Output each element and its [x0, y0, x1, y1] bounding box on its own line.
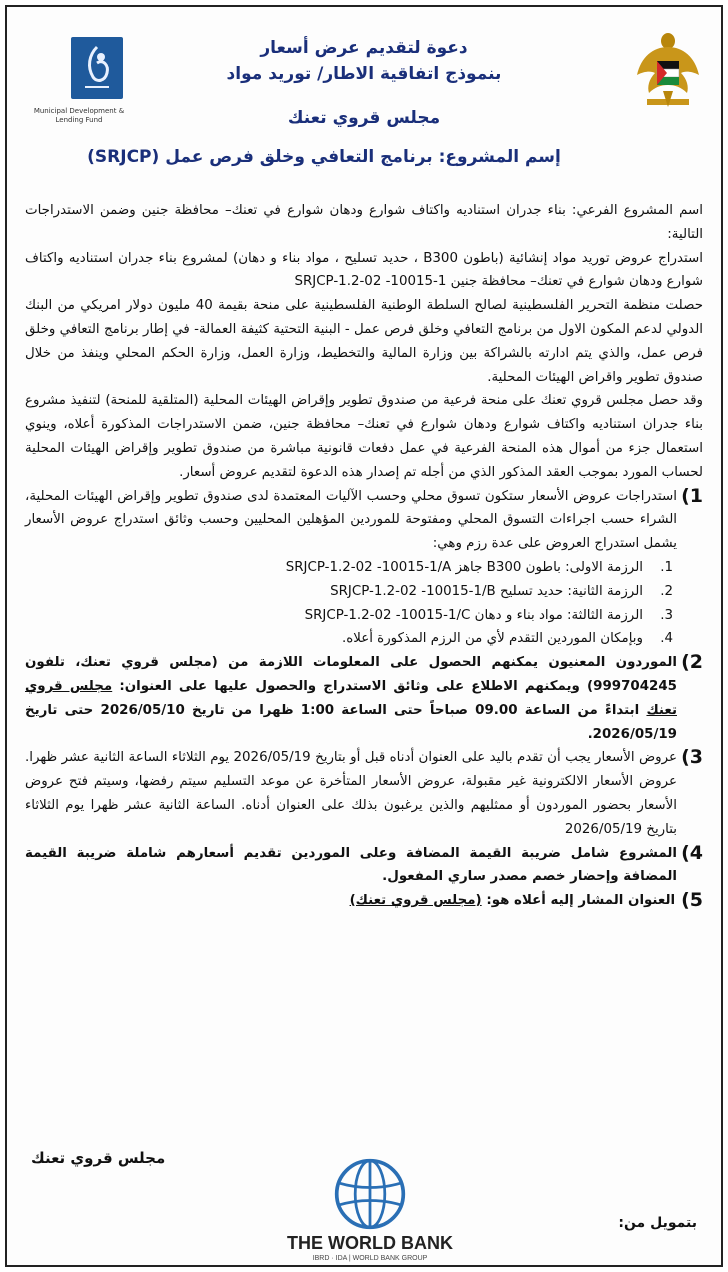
funded-by-label: بتمويل من: — [618, 1215, 697, 1231]
clause-2 — [25, 651, 703, 746]
subgrant-paragraph: وقد حصل مجلس قروي تعنك على منحة فرعية من صندوق تطوير وإقراض الهيئات المحلية (المتلقية للمنحة) لتنفيذ مشروع بناء جدران استناديه واكتاف شوارع ودهان شوارع في تعنك– محافظة جنين، ضمن الاستدراجات المذكورة أعلاه، وينوي استعمال جزء من أموال هذه المنحة الفرعية في عمل دفعات قانونية مباشرة من صندوق تطوير وإقراض الهيئات المحلية لحساب المورد بموجب العقد المذكور الذي من أجله تم إصدار هذه الدعوة لتقديم عروض أسعار. — [25, 393, 703, 480]
clause-2-contact: الموردون المعنيون يمكنهم الحصول على المعلومات اللازمة من (مجلس قروي تعنك، تلفون 999704245) ويمكنهم الاطلاع على وثائق الاستدراج والحصول عليها على العنوان: — [25, 655, 677, 694]
package-text: الرزمة الاولى: باطون B300 جاهز SRJCP-1.2-02 -10015-1/A — [285, 559, 643, 575]
clause-number: 2) — [681, 651, 703, 674]
world-bank-globe-icon — [333, 1157, 407, 1231]
clause-text — [25, 651, 677, 746]
council-title: مجلس قروي تعنك — [287, 108, 441, 128]
package-item — [25, 627, 703, 651]
clause-5-label: العنوان المشار إليه أعلاه هو: — [486, 893, 676, 909]
clause-text: عروض الأسعار يجب أن تقدم باليد على العنوان أدناه قبل أو بتاريخ 2026/05/19 يوم الثلاثاء الساعة الثانية عشر ظهرا. عروض الأسعار الالكترونية غير مقبولة، عروض الأسعار المتأخرة عن موعد التسليم سيتم رفضها، وسيتم فتح عروض الأسعار بحضور الموردون أو ممثليهم والذين يرغبون بذلك على العنوان أدناه. الساعة الثانية عشر ظهرا يوم الثلاثاء بتاريخ 2026/05/19 — [25, 750, 677, 837]
world-bank-name: THE WORLD BANK — [287, 1233, 453, 1253]
package-text: الرزمة الثانية: حديد تسليح SRJCP-1.2-02 -10015-1/B — [330, 583, 643, 599]
package-item — [25, 556, 703, 580]
mdlf-logo-mark-icon — [71, 37, 123, 99]
package-text: وبإمكان الموردين التقدم لأي من الرزم المذكورة أعلاه. — [341, 631, 643, 647]
clause-number: 1) — [681, 484, 703, 507]
clause-number: 3) — [681, 746, 703, 769]
mdlf-caption: Municipal Development & Lending Fund — [33, 107, 125, 124]
clause-5 — [25, 889, 703, 913]
package-number: 3. — [660, 607, 673, 623]
package-item — [25, 604, 703, 628]
world-bank-subtitle: IBRD · IDA | WORLD BANK GROUP — [312, 1255, 428, 1262]
clause-number: 5) — [681, 889, 703, 912]
project-title: إسم المشروع: برنامج التعافي وخلق فرص عمل (SRJCP) — [87, 147, 561, 167]
world-bank-logo — [265, 1157, 475, 1267]
header — [7, 7, 721, 187]
clause-number: 4) — [681, 841, 703, 864]
announcement-body — [25, 199, 703, 913]
clause-2-address: مجلس قروي تعنك — [25, 678, 677, 718]
clause-5-address: (مجلس قروي تعنك) — [349, 893, 482, 909]
title-block — [137, 35, 591, 131]
title-line-1: دعوة لتقديم عرض أسعار — [260, 38, 468, 58]
clause-text — [350, 889, 676, 913]
package-number: 2. — [660, 583, 673, 599]
mdlf-logo — [21, 37, 131, 137]
title-line-2: بنموذج اتفاقية الاطار/ توريد مواد — [226, 64, 502, 84]
clause-text: المشروع شامل ضريبة القيمة المضافة وعلى الموردين تقديم أسعارهم شاملة ضريبة القيمة المضافة وإحضار خصم مصدر ساري المفعول. — [25, 845, 677, 885]
package-number: 4. — [660, 631, 673, 647]
palestinian-eagle-emblem-icon — [633, 27, 703, 119]
advertisement-frame — [5, 5, 723, 1267]
clause-3 — [25, 746, 703, 841]
package-text: الرزمة الثالثة: مواد بناء و دهان SRJCP-1.2-02 -10015-1/C — [304, 607, 643, 623]
clause-2-dates: ابتداءً من الساعة 09.00 صباحاً حتى الساعة 1:00 ظهرا من تاريخ 2026/05/10 حتى تاريخ 2026/05/19. — [25, 702, 677, 742]
clause-4 — [25, 842, 703, 890]
package-number: 1. — [660, 559, 673, 575]
package-item — [25, 580, 703, 604]
clause-1 — [25, 485, 703, 556]
footer-council-signature: مجلس قروي تعنك — [31, 1149, 166, 1167]
subproject-paragraph: اسم المشروع الفرعي: بناء جدران استناديه واكتاف شوارع ودهان شوارع في تعنك– محافظة جنين وضمن الاستدراجات التالية: — [25, 203, 703, 242]
clause-text: استدراجات عروض الأسعار ستكون تسوق محلي وحسب الآليات المعتمدة لدى صندوق تطوير وإقراض الهيئات المحلية، الشراء حسب اجراءات التسوق المحلي ومفتوحة للموردين المؤهلين المحليين وحسب وثائق استدراج عروض الأسعار يشمل استدراج العروض على عدة رزم وهي: — [25, 488, 677, 552]
tender-paragraph: استدراج عروض توريد مواد إنشائية (باطون B300 ، حديد تسليح ، مواد بناء و دهان) لمشروع بناء جدران استناديه واكتاف شوارع ودهان شوارع في تعنك– محافظة جنين SRJCP-1.2-02 -10015-1 — [25, 250, 703, 290]
grant-paragraph: حصلت منظمة التحرير الفلسطينية لصالح السلطة الوطنية الفلسطينية على منحة بقيمة 40 مليون دولار امريكي من البنك الدولي لدعم المكون الاول من برنامج التعافي وخلق فرص عمل - البنية التحتية كثيفة العمالة- في إطار برنامج التعافي وخلق فرص عمل، والذي يتم ادارته بالشراكة بين وزارة المالية والتخطيط، وزارة العمل، وزارة الحكم المحلي وينفذ من خلال صندوق تطوير واقراض الهيئات المحلية. — [25, 298, 703, 385]
